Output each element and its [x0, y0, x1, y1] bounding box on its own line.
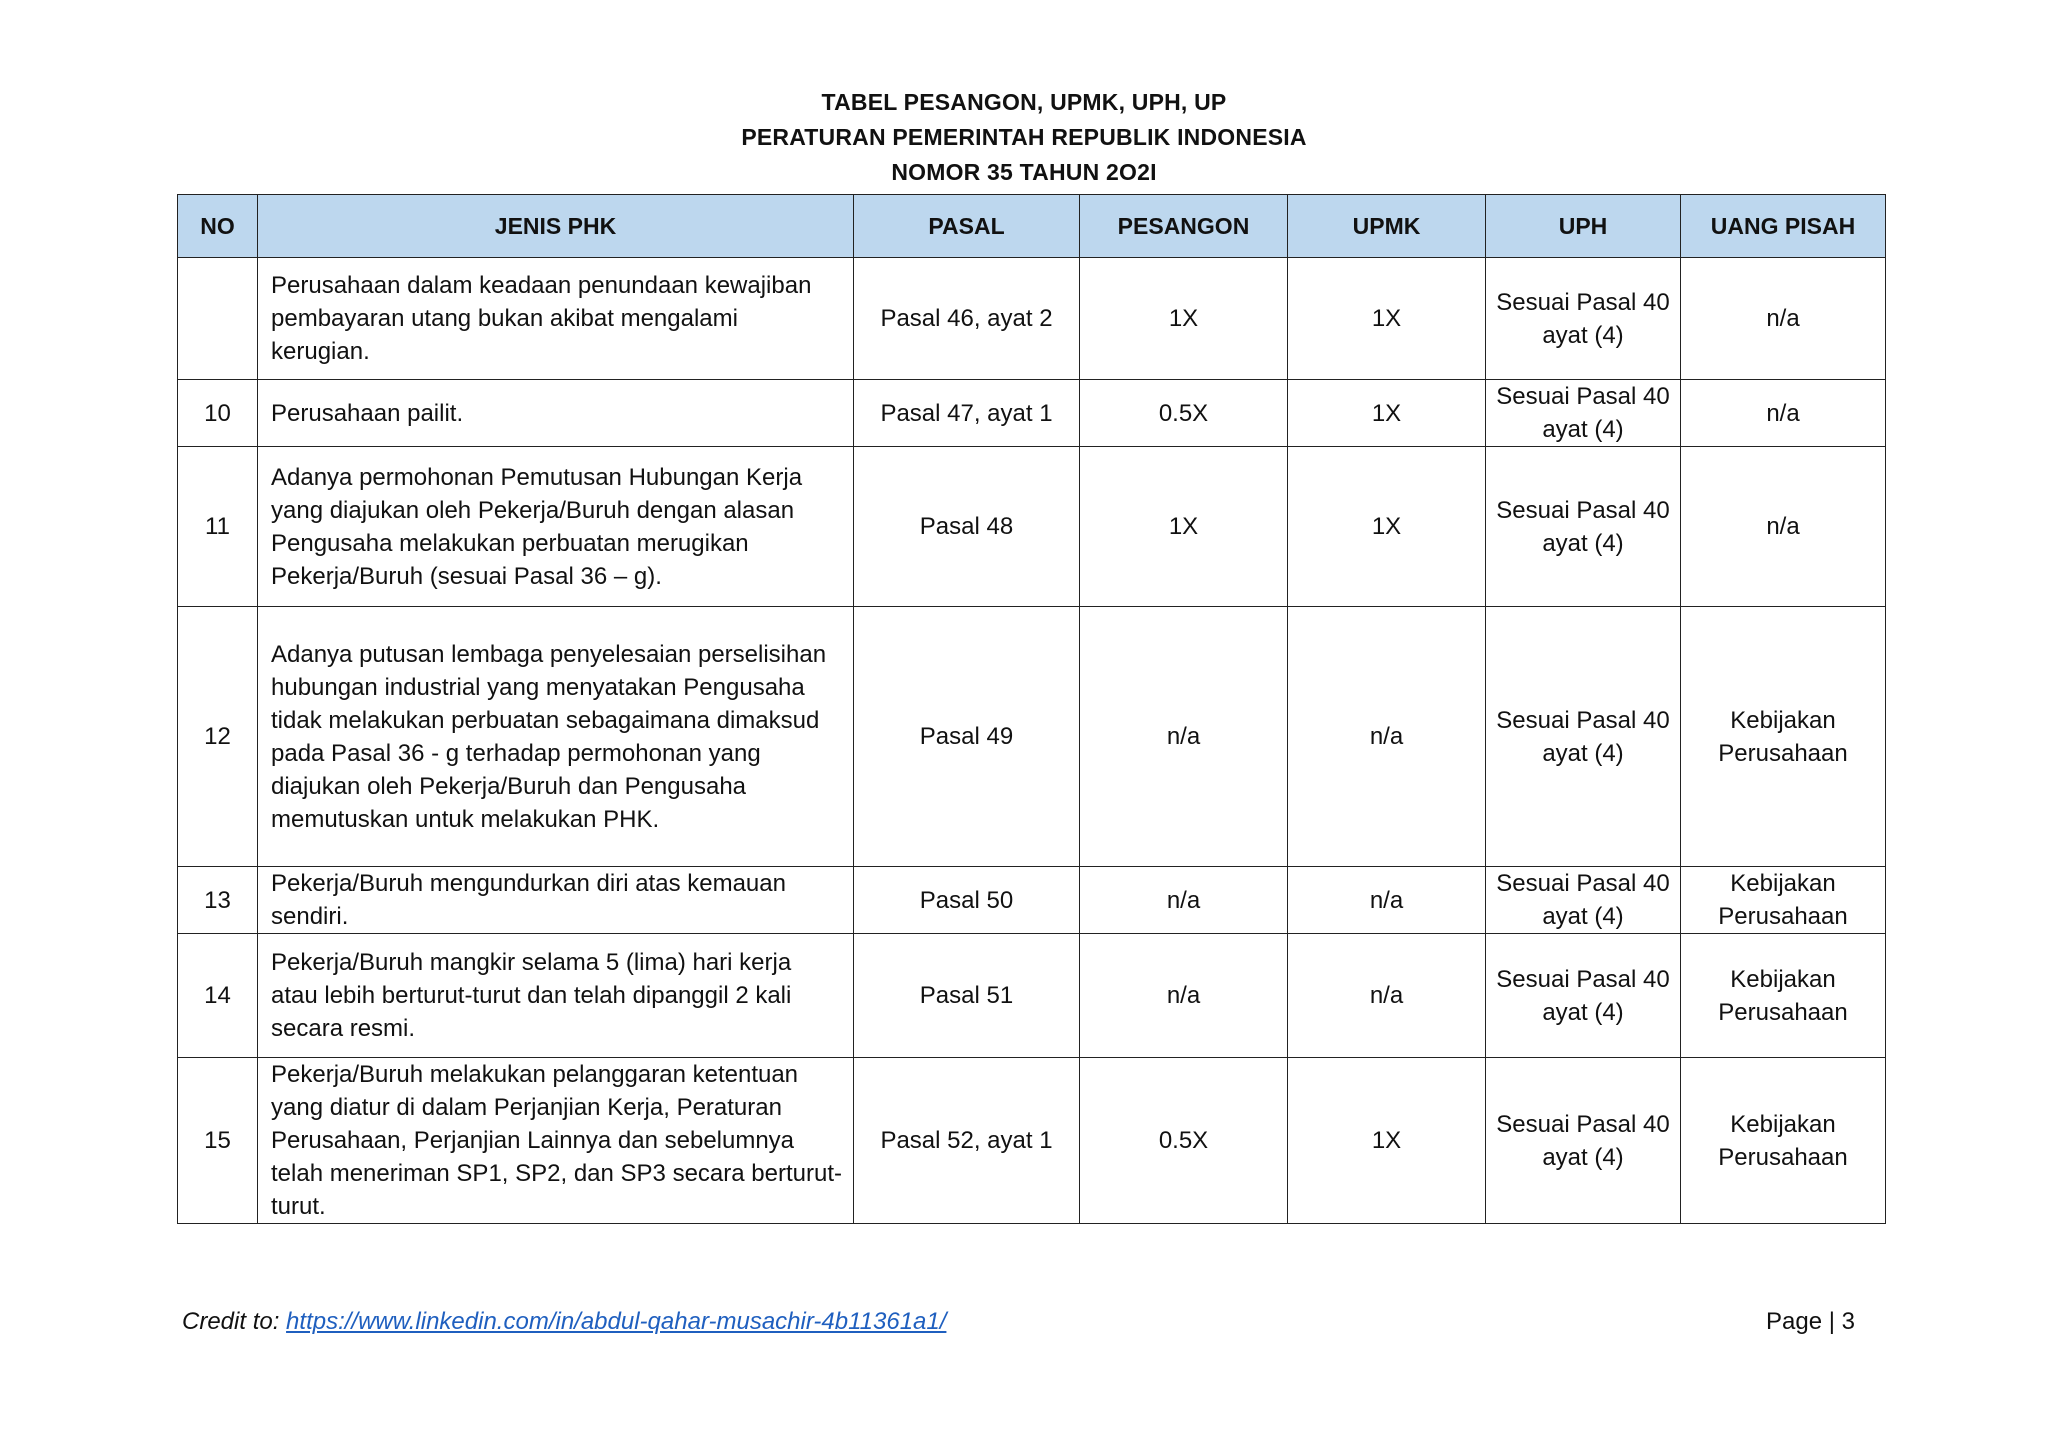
header-pesangon: PESANGON	[1080, 195, 1288, 258]
cell-no: 10	[178, 380, 258, 447]
cell-pasal: Pasal 46, ayat 2	[854, 258, 1080, 380]
credit-link[interactable]: https://www.linkedin.com/in/abdul-qahar-musachir-4b11361a1/	[286, 1308, 947, 1335]
cell-uph: Sesuai Pasal 40 ayat (4)	[1486, 447, 1681, 607]
severance-table	[177, 194, 1886, 1224]
cell-uph: Sesuai Pasal 40 ayat (4)	[1486, 258, 1681, 380]
table-row	[178, 867, 1886, 934]
title-line-1: TABEL PESANGON, UPMK, UPH, UP	[821, 89, 1227, 115]
table-row	[178, 380, 1886, 447]
page-number: Page | 3	[1766, 1308, 1855, 1335]
cell-uang-pisah: n/a	[1681, 447, 1886, 607]
cell-no	[178, 258, 258, 380]
table-row	[178, 447, 1886, 607]
cell-uph: Sesuai Pasal 40 ayat (4)	[1486, 1058, 1681, 1224]
credit-label: Credit to:	[182, 1308, 287, 1335]
cell-uang-pisah: Kebijakan Perusahaan	[1681, 607, 1886, 867]
cell-uang-pisah: Kebijakan Perusahaan	[1681, 867, 1886, 934]
cell-pesangon: n/a	[1080, 607, 1288, 867]
cell-pasal: Pasal 50	[854, 867, 1080, 934]
cell-no: 12	[178, 607, 258, 867]
cell-uph: Sesuai Pasal 40 ayat (4)	[1486, 867, 1681, 934]
cell-jenis-phk: Adanya permohonan Pemutusan Hubungan Kerja yang diajukan oleh Pekerja/Buruh dengan alasan Pengusaha melakukan perbuatan merugikan Pekerja/Buruh (sesuai Pasal 36 – g).	[258, 447, 854, 607]
cell-no: 14	[178, 934, 258, 1058]
cell-jenis-phk: Pekerja/Buruh mengundurkan diri atas kemauan sendiri.	[258, 867, 854, 934]
cell-pasal: Pasal 49	[854, 607, 1080, 867]
cell-uph: Sesuai Pasal 40 ayat (4)	[1486, 380, 1681, 447]
header-jenis-phk: JENIS PHK	[258, 195, 854, 258]
cell-uph: Sesuai Pasal 40 ayat (4)	[1486, 934, 1681, 1058]
cell-pesangon: 0.5X	[1080, 380, 1288, 447]
cell-uang-pisah: Kebijakan Perusahaan	[1681, 934, 1886, 1058]
cell-no: 15	[178, 1058, 258, 1224]
title-line-3: NOMOR 35 TAHUN 2O2I	[891, 159, 1157, 185]
cell-upmk: 1X	[1288, 258, 1486, 380]
header-upmk: UPMK	[1288, 195, 1486, 258]
document-title	[0, 85, 2048, 190]
cell-pesangon: n/a	[1080, 867, 1288, 934]
cell-pasal: Pasal 51	[854, 934, 1080, 1058]
cell-upmk: 1X	[1288, 447, 1486, 607]
cell-jenis-phk: Pekerja/Buruh mangkir selama 5 (lima) hari kerja atau lebih berturut-turut dan telah dipanggil 2 kali secara resmi.	[258, 934, 854, 1058]
cell-pesangon: 0.5X	[1080, 1058, 1288, 1224]
cell-jenis-phk: Perusahaan dalam keadaan penundaan kewajiban pembayaran utang bukan akibat mengalami kerugian.	[258, 258, 854, 380]
cell-jenis-phk: Adanya putusan lembaga penyelesaian perselisihan hubungan industrial yang menyatakan Pengusaha tidak melakukan perbuatan sebagaimana dimaksud pada Pasal 36 - g terhadap permohonan yang diajukan oleh Pekerja/Buruh dan Pengusaha memutuskan untuk melakukan PHK.	[258, 607, 854, 867]
cell-pesangon: 1X	[1080, 447, 1288, 607]
table-row	[178, 607, 1886, 867]
cell-pasal: Pasal 48	[854, 447, 1080, 607]
cell-jenis-phk: Pekerja/Buruh melakukan pelanggaran ketentuan yang diatur di dalam Perjanjian Kerja, Peraturan Perusahaan, Perjanjian Lainnya dan sebelumnya telah meneriman SP1, SP2, dan SP3 secara berturut-turut.	[258, 1058, 854, 1224]
cell-uang-pisah: n/a	[1681, 380, 1886, 447]
cell-upmk: n/a	[1288, 934, 1486, 1058]
cell-upmk: n/a	[1288, 607, 1486, 867]
cell-uang-pisah: Kebijakan Perusahaan	[1681, 1058, 1886, 1224]
cell-jenis-phk: Perusahaan pailit.	[258, 380, 854, 447]
table-row	[178, 1058, 1886, 1224]
header-no: NO	[178, 195, 258, 258]
cell-uang-pisah: n/a	[1681, 258, 1886, 380]
cell-upmk: n/a	[1288, 867, 1486, 934]
cell-pasal: Pasal 52, ayat 1	[854, 1058, 1080, 1224]
header-uph: UPH	[1486, 195, 1681, 258]
table-header-row	[178, 195, 1886, 258]
cell-uph: Sesuai Pasal 40 ayat (4)	[1486, 607, 1681, 867]
cell-no: 11	[178, 447, 258, 607]
header-uang-pisah: UANG PISAH	[1681, 195, 1886, 258]
cell-upmk: 1X	[1288, 380, 1486, 447]
table-row	[178, 934, 1886, 1058]
cell-upmk: 1X	[1288, 1058, 1486, 1224]
table-row	[178, 258, 1886, 380]
footer-credit	[182, 1306, 946, 1338]
title-line-2: PERATURAN PEMERINTAH REPUBLIK INDONESIA	[741, 124, 1307, 150]
cell-pesangon: 1X	[1080, 258, 1288, 380]
cell-no: 13	[178, 867, 258, 934]
cell-pasal: Pasal 47, ayat 1	[854, 380, 1080, 447]
header-pasal: PASAL	[854, 195, 1080, 258]
cell-pesangon: n/a	[1080, 934, 1288, 1058]
